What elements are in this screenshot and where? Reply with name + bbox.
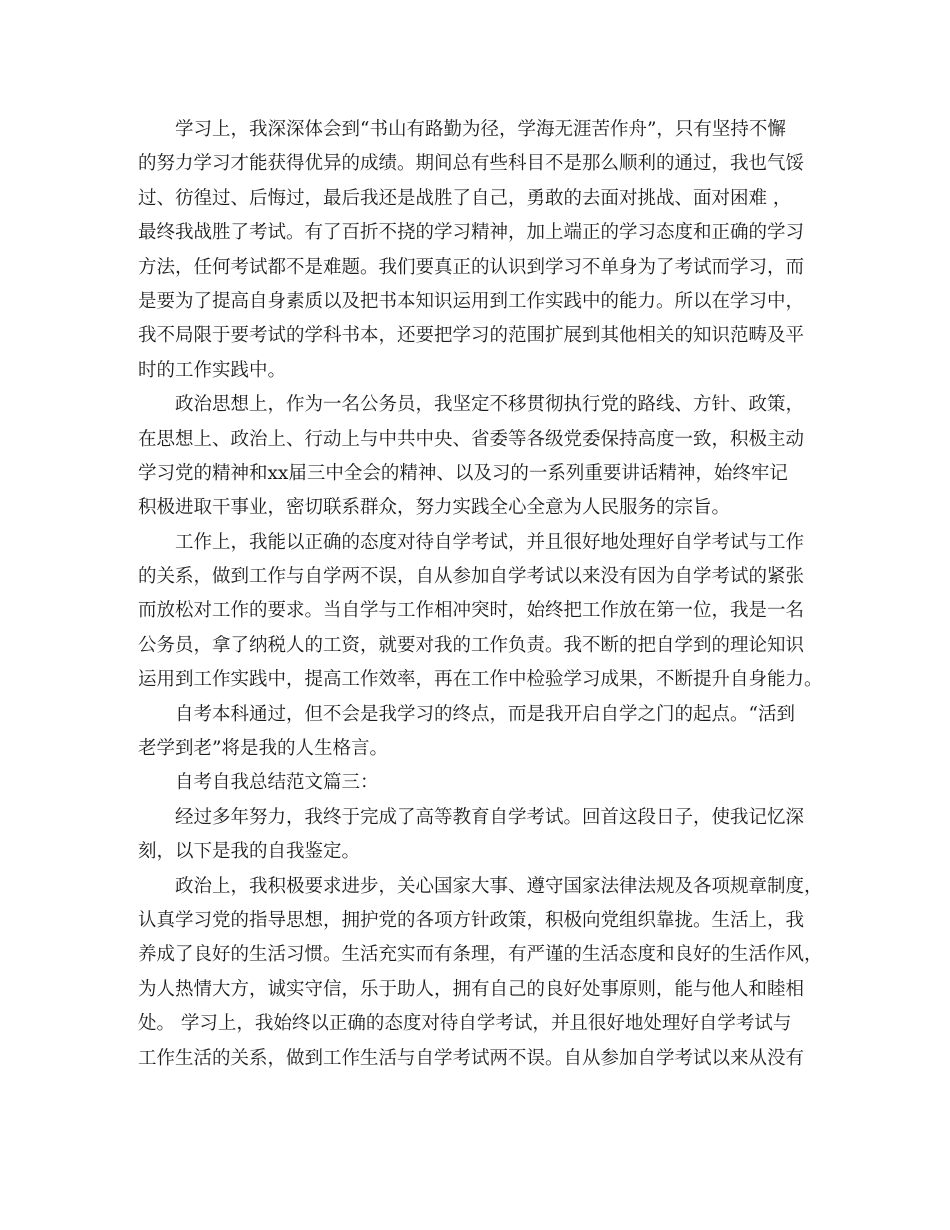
text-line: 为人热情大方，诚实守信，乐于助人，拥有自己的良好处事原则，能与他人和睦相 xyxy=(138,978,805,1000)
text-line: 老学到老”将是我的人生格言。 xyxy=(138,738,388,760)
text-line: 刻，以下是我的自我鉴定。 xyxy=(138,841,361,863)
paragraph-first-line: 政治上，我积极要求进步，关心国家大事、遵守国家法律法规及各项规章制度， xyxy=(175,875,823,897)
text-line: 过、彷徨过、后悔过，最后我还是战胜了自己，勇敢的去面对挑战、面对困难 ， xyxy=(138,187,792,209)
text-line: 处。 学习上，我始终以正确的态度对待自学考试，并且很好地处理好自学考试与 xyxy=(138,1013,792,1035)
text-line: 运用到工作实践中，提高工作效率，再在工作中检验学习成果，不断提升自身能力。 xyxy=(138,669,823,691)
paragraph-first-line: 自考本科通过，但不会是我学习的终点，而是我开启自学之门的起点。“活到 xyxy=(175,703,795,725)
text-line: 的努力学习才能获得优异的成绩。期间总有些科目不是那么顺利的通过，我也气馁 xyxy=(138,153,805,175)
paragraph-first-line: 学习上，我深深体会到“书山有路勤为径，学海无涯苦作舟”，只有坚持不懈 xyxy=(175,119,786,140)
paragraph-first-line: 工作上，我能以正确的态度对待自学考试，并且很好地处理好自学考试与工作 xyxy=(175,531,805,553)
text-line: 的关系，做到工作与自学两不误，自从参加自学考试以来没有因为自学考试的紧张 xyxy=(138,566,805,588)
text-line: 认真学习党的指导思想，拥护党的各项方针政策，积极向党组织靠拢。生活上，我 xyxy=(138,909,805,931)
text-line: 最终我战胜了考试。有了百折不挠的学习精神，加上端正的学习态度和正确的学习 xyxy=(138,222,805,244)
paragraph-first-line: 自考自我总结范文篇三： xyxy=(175,772,379,794)
text-line: 在思想上、政治上、行动上与中共中央、省委等各级党委保持高度一致，积极主动 xyxy=(138,428,805,450)
text-line: 而放松对工作的要求。当自学与工作相冲突时，始终把工作放在第一位，我是一名 xyxy=(138,600,805,622)
document-body xyxy=(138,113,828,1076)
text-line: 时的工作实践中。 xyxy=(138,359,287,381)
text-line: 公务员，拿了纳税人的工资，就要对我的工作负责。我不断的把自学到的理论知识 xyxy=(138,634,805,656)
paragraph-first-line: 政治思想上，作为一名公务员，我坚定不移贯彻执行党的路线、方针、政策， xyxy=(175,394,805,416)
text-line: 我不局限于要考试的学科书本，还要把学习的范围扩展到其他相关的知识范畴及平 xyxy=(138,325,805,347)
text-line: 方法，任何考试都不是难题。我们要真正的认识到学习不单身为了考试而学习，而 xyxy=(138,256,805,278)
text-line: 养成了良好的生活习惯。生活充实而有条理，有严谨的生活态度和良好的生活作风， xyxy=(138,944,823,966)
text-line: 学习党的精神和xx届三中全会的精神、以及习的一系列重要讲话精神，始终牢记 xyxy=(138,462,788,484)
text-line: 积极进取干事业，密切联系群众，努力实践全心全意为人民服务的宗旨。 xyxy=(138,497,731,519)
text-line: 工作生活的关系，做到工作生活与自学考试两不误。自从参加自学考试以来从没有 xyxy=(138,1047,805,1069)
text-line: 是要为了提高自身素质以及把书本知识运用到工作实践中的能力。所以在学习中， xyxy=(138,290,805,312)
paragraph-first-line: 经过多年努力，我终于完成了高等教育自学考试。回首这段日子，使我记忆深 xyxy=(175,806,805,828)
